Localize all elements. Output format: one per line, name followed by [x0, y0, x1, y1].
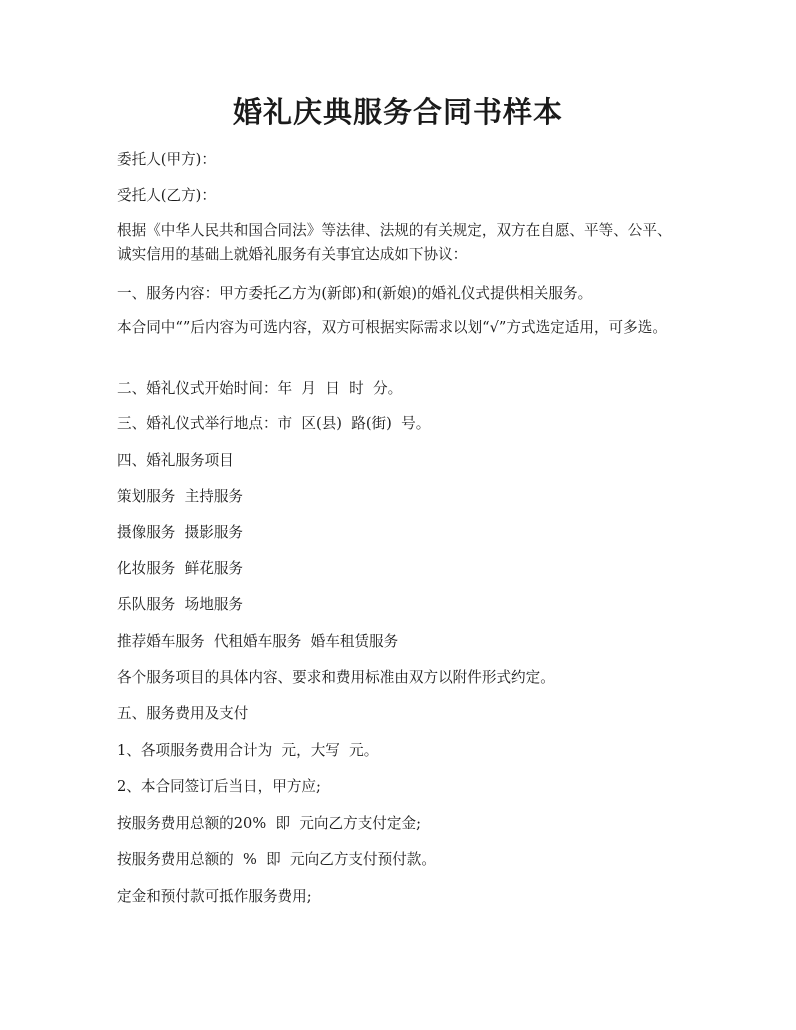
service-item-line: 化妆服务 鲜花服务 — [117, 560, 244, 577]
paragraph-section-2: 二、婚礼仪式开始时间：年 月 日 时 分。 — [117, 380, 403, 397]
paragraph-payment-terms: 2、本合同签订后当日，甲方应; — [117, 778, 321, 795]
service-item-line: 策划服务 主持服务 — [117, 488, 244, 505]
paragraph-prepayment: 按服务费用总额的 % 即 元向乙方支付预付款。 — [117, 851, 436, 868]
paragraph-appendix-note: 各个服务项目的具体内容、要求和费用标准由双方以附件形式约定。 — [117, 669, 555, 686]
paragraph-section-3: 三、婚礼仪式举行地点：市 区(县) 路(街) 号。 — [117, 415, 431, 432]
paragraph-party-a: 委托人(甲方)： — [117, 151, 216, 168]
paragraph-deposit: 按服务费用总额的20% 即 元向乙方支付定金; — [117, 815, 422, 832]
paragraph-section-4: 四、婚礼服务项目 — [117, 452, 234, 469]
paragraph-section-5: 五、服务费用及支付 — [117, 705, 249, 722]
document-title: 婚礼庆典服务合同书样本 — [232, 95, 563, 129]
paragraph-optional-note: 本合同中“”后内容为可选内容，双方可根据实际需求以划“√”方式选定适用，可多选。 — [117, 319, 667, 336]
service-item-line: 推荐婚车服务 代租婚车服务 婚车租赁服务 — [117, 633, 399, 650]
service-item-line: 摄像服务 摄影服务 — [117, 524, 244, 541]
paragraph-section-1: 一、服务内容：甲方委托乙方为(新郎)和(新娘)的婚礼仪式提供相关服务。 — [117, 285, 593, 302]
paragraph-preamble: 根据《中华人民共和国合同法》等法律、法规的有关规定，双方在自愿、平等、公平、诚实信用的基础上就婚礼服务有关事宜达成如下协议： — [117, 222, 672, 263]
paragraph-deposit-offset: 定金和预付款可抵作服务费用; — [117, 888, 312, 905]
paragraph-fee-total: 1、各项服务费用合计为 元，大写 元。 — [117, 742, 379, 759]
service-item-line: 乐队服务 场地服务 — [117, 596, 244, 613]
paragraph-party-b: 受托人(乙方)： — [117, 187, 216, 204]
